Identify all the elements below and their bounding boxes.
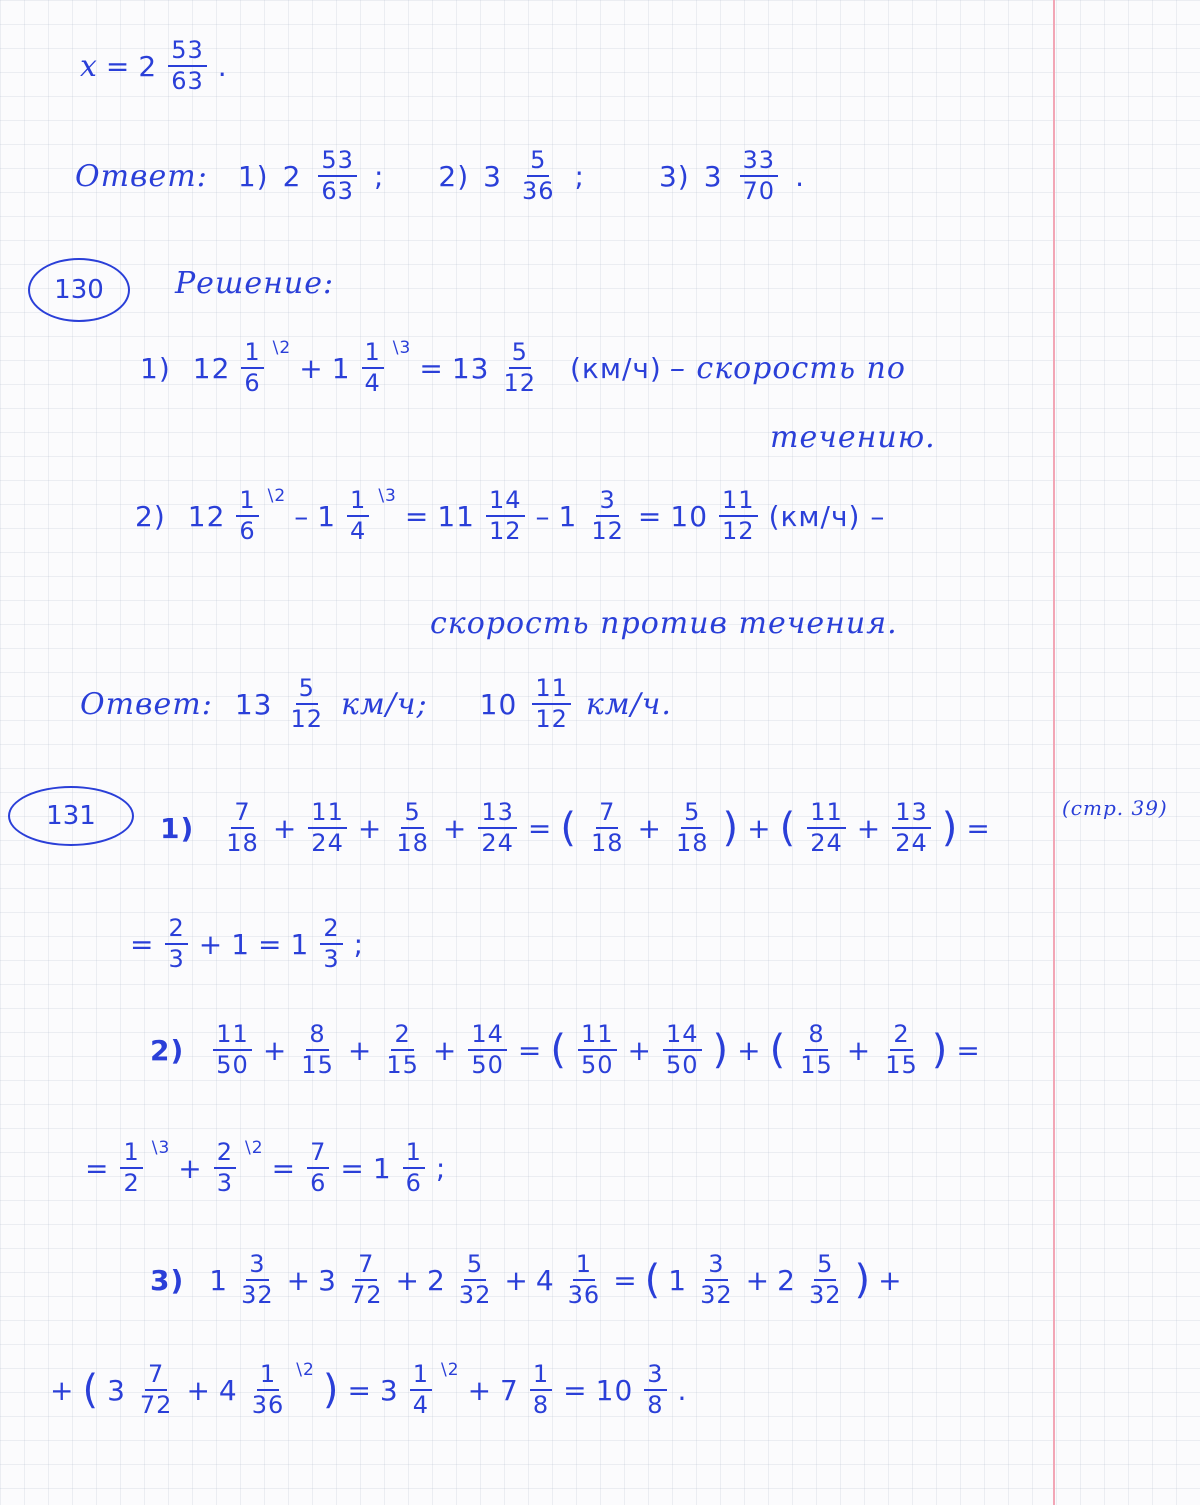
fraction xyxy=(165,916,187,972)
denominator: 8 xyxy=(647,1391,664,1420)
fraction xyxy=(719,488,758,544)
equals-sign: = xyxy=(563,1373,588,1407)
denominator: 6 xyxy=(239,517,256,546)
equals-sign: = xyxy=(613,1263,638,1297)
fraction xyxy=(673,800,712,856)
whole-part: 1 xyxy=(331,351,351,385)
denominator: 18 xyxy=(675,829,709,858)
step-label: 2) xyxy=(135,499,166,533)
whole-part: 3 xyxy=(379,1373,399,1407)
task131-part2 xyxy=(150,1022,981,1078)
separator: ; xyxy=(435,1151,447,1185)
fraction xyxy=(307,1140,329,1196)
fraction xyxy=(807,800,846,856)
fraction xyxy=(214,1140,236,1196)
fraction xyxy=(347,488,369,544)
fraction xyxy=(168,38,207,94)
whole-part: 12 xyxy=(192,351,231,385)
plus-sign: + xyxy=(299,351,324,385)
denominator: 8 xyxy=(532,1391,550,1420)
task131-part3-cont xyxy=(50,1362,687,1418)
margin-line xyxy=(1053,0,1055,1505)
fraction xyxy=(213,1022,252,1078)
period: . xyxy=(677,1373,688,1407)
whole-part: 2 xyxy=(282,159,302,193)
open-paren: ( xyxy=(550,1027,567,1074)
fraction xyxy=(120,1140,142,1196)
fraction xyxy=(892,800,931,856)
plus-sign: + xyxy=(856,811,882,845)
task131-part1-result xyxy=(130,916,364,972)
close-paren: ) xyxy=(941,805,959,852)
whole-part: 1 xyxy=(668,1263,688,1297)
numerator: 1 xyxy=(403,1140,425,1169)
extra-factor: \2 xyxy=(441,1360,460,1381)
plus-sign: + xyxy=(357,811,383,845)
close-paren: ) xyxy=(931,1027,949,1074)
equals-sign: = xyxy=(347,1373,372,1407)
answer-130-line xyxy=(80,676,672,732)
task-number-131 xyxy=(8,786,134,846)
fraction xyxy=(347,1252,386,1308)
period: . xyxy=(795,159,805,193)
part-label: 1) xyxy=(160,811,195,845)
fraction xyxy=(663,1022,702,1078)
numerator: 5 xyxy=(296,676,318,705)
whole-part: 13 xyxy=(451,351,490,385)
equals-sign: = xyxy=(340,1151,365,1185)
fraction xyxy=(565,1252,604,1308)
numerator: 2 xyxy=(214,1140,236,1169)
fraction xyxy=(298,1022,337,1078)
unit: км/ч. xyxy=(585,686,672,722)
numerator: 13 xyxy=(892,800,931,829)
part-label: 2) xyxy=(150,1033,185,1067)
task-number-text: 130 xyxy=(54,275,104,305)
whole-part: 2 xyxy=(138,49,158,83)
denominator: 18 xyxy=(396,829,429,858)
equals-sign: = xyxy=(956,1033,981,1067)
plus-sign: + xyxy=(178,1151,203,1185)
equals-sign: = xyxy=(517,1033,543,1067)
plus-sign: + xyxy=(878,1263,903,1297)
numerator: 2 xyxy=(320,916,342,945)
plus-sign: + xyxy=(747,811,772,845)
plus-sign: + xyxy=(637,811,662,845)
plus-sign: + xyxy=(745,1263,771,1297)
fraction xyxy=(644,1362,666,1418)
plus-sign: + xyxy=(198,927,224,961)
denominator: 15 xyxy=(301,1051,334,1080)
denominator: 12 xyxy=(290,705,323,734)
denominator: 12 xyxy=(503,369,536,398)
equals-sign: = xyxy=(105,49,131,83)
separator: ; xyxy=(353,927,365,961)
denominator: 72 xyxy=(139,1391,173,1420)
page-reference-text: (стр. 39) xyxy=(1062,796,1168,820)
whole-part: 10 xyxy=(670,499,709,533)
numerator: 5 xyxy=(401,800,423,829)
variable-x: x xyxy=(80,48,98,84)
numerator: 53 xyxy=(168,38,207,67)
separator: ; xyxy=(373,159,385,193)
equals-sign: = xyxy=(419,351,444,385)
numerator: 53 xyxy=(318,148,357,177)
fraction xyxy=(588,488,627,544)
whole-part: 12 xyxy=(187,499,226,533)
fraction xyxy=(500,340,539,396)
open-paren: ( xyxy=(82,1367,100,1414)
fraction xyxy=(486,488,525,544)
whole-part: 10 xyxy=(595,1373,634,1407)
task130-step2 xyxy=(135,488,885,544)
fraction xyxy=(882,1022,921,1078)
x-result-line xyxy=(80,38,228,94)
plus-sign: + xyxy=(262,1033,288,1067)
integer: 1 xyxy=(231,927,251,961)
numerator: 14 xyxy=(486,488,525,517)
open-paren: ( xyxy=(644,1257,662,1304)
whole-part: 2 xyxy=(777,1263,796,1297)
denominator: 50 xyxy=(580,1051,614,1080)
open-paren: ( xyxy=(779,805,797,852)
item-label: 1) xyxy=(237,159,269,193)
denominator: 18 xyxy=(226,829,259,858)
description: течению. xyxy=(770,420,936,455)
numerator: 1 xyxy=(120,1140,142,1169)
numerator: 11 xyxy=(719,488,758,517)
denominator: 3 xyxy=(323,945,340,974)
fraction xyxy=(740,148,779,204)
plus-sign: + xyxy=(50,1373,75,1407)
fraction xyxy=(249,1362,288,1418)
numerator: 7 xyxy=(355,1252,377,1281)
task131-part3 xyxy=(150,1252,903,1308)
fraction xyxy=(362,340,384,396)
numerator: 1 xyxy=(362,340,384,369)
whole-part: 3 xyxy=(318,1263,337,1297)
denominator: 50 xyxy=(665,1051,699,1080)
numerator: 13 xyxy=(478,800,517,829)
equals-sign: = xyxy=(85,1151,110,1185)
numerator: 1 xyxy=(236,488,258,517)
fraction xyxy=(578,1022,617,1078)
whole-part: 10 xyxy=(479,687,518,721)
equals-sign: = xyxy=(966,811,991,845)
numerator: 1 xyxy=(257,1362,279,1391)
whole-part: 13 xyxy=(234,687,273,721)
plus-sign: + xyxy=(395,1263,420,1297)
fraction xyxy=(318,148,357,204)
unit: (км/ч) – xyxy=(768,499,886,533)
numerator: 8 xyxy=(306,1022,328,1051)
equals-sign: = xyxy=(271,1151,297,1185)
whole-part: 4 xyxy=(535,1263,555,1297)
numerator: 2 xyxy=(165,916,187,945)
task130-step2-cont xyxy=(430,606,898,641)
item-label: 3) xyxy=(658,159,690,193)
extra-factor: \2 xyxy=(267,486,287,507)
task131-part1 xyxy=(160,800,991,856)
plus-sign: + xyxy=(627,1033,652,1067)
denominator: 6 xyxy=(310,1169,327,1198)
item-label: 2) xyxy=(438,159,470,193)
whole-part: 4 xyxy=(218,1373,238,1407)
plus-sign: + xyxy=(504,1263,529,1297)
equals-sign: = xyxy=(637,499,663,533)
close-paren: ) xyxy=(722,805,740,852)
extra-factor: \2 xyxy=(296,1360,315,1381)
plus-sign: + xyxy=(186,1373,211,1407)
fraction xyxy=(137,1362,176,1418)
whole-part: 1 xyxy=(317,499,337,533)
plus-sign: + xyxy=(467,1373,493,1407)
denominator: 36 xyxy=(567,1281,601,1310)
numerator: 1 xyxy=(530,1362,552,1391)
fraction xyxy=(588,800,627,856)
separator: ; xyxy=(574,159,585,193)
open-paren: ( xyxy=(560,805,577,852)
whole-part: 2 xyxy=(426,1263,446,1297)
fraction xyxy=(223,800,262,856)
task-number-130 xyxy=(28,258,130,322)
numerator: 5 xyxy=(814,1252,836,1281)
fraction xyxy=(287,676,326,732)
denominator: 4 xyxy=(350,517,367,546)
denominator: 4 xyxy=(412,1391,430,1420)
fraction xyxy=(403,1140,425,1196)
denominator: 18 xyxy=(590,829,624,858)
plus-sign: + xyxy=(737,1033,762,1067)
denominator: 12 xyxy=(722,517,755,546)
denominator: 50 xyxy=(471,1051,504,1080)
numerator: 11 xyxy=(578,1022,617,1051)
numerator: 2 xyxy=(890,1022,912,1051)
denominator: 36 xyxy=(521,177,555,206)
numerator: 33 xyxy=(740,148,779,177)
plus-sign: + xyxy=(442,811,468,845)
numerator: 3 xyxy=(246,1252,268,1281)
fraction xyxy=(308,800,347,856)
plus-sign: + xyxy=(286,1263,312,1297)
whole-part: 1 xyxy=(290,927,310,961)
denominator: 72 xyxy=(349,1281,383,1310)
whole-part: 1 xyxy=(209,1263,229,1297)
fraction xyxy=(797,1022,836,1078)
whole-part: 3 xyxy=(107,1373,126,1407)
fraction xyxy=(530,1362,552,1418)
solution-heading xyxy=(175,266,334,301)
extra-factor: \2 xyxy=(245,1138,264,1159)
denominator: 36 xyxy=(251,1391,285,1420)
whole-part: 1 xyxy=(558,499,578,533)
fraction xyxy=(320,916,342,972)
denominator: 63 xyxy=(321,177,354,206)
denominator: 32 xyxy=(458,1281,492,1310)
whole-part: 3 xyxy=(703,159,723,193)
period: . xyxy=(217,49,228,83)
denominator: 4 xyxy=(364,369,381,398)
numerator: 11 xyxy=(308,800,347,829)
numerator: 3 xyxy=(705,1252,727,1281)
numerator: 3 xyxy=(596,488,618,517)
denominator: 2 xyxy=(123,1169,140,1198)
extra-factor: \3 xyxy=(392,338,412,359)
denominator: 50 xyxy=(216,1051,249,1080)
answer-label: Ответ: xyxy=(80,686,213,722)
fraction xyxy=(519,148,558,204)
page-reference xyxy=(1062,796,1168,820)
numerator: 5 xyxy=(464,1252,486,1281)
fraction xyxy=(456,1252,495,1308)
fraction xyxy=(806,1252,845,1308)
numerator: 5 xyxy=(527,148,549,177)
numerator: 7 xyxy=(307,1140,329,1169)
denominator: 12 xyxy=(591,517,624,546)
equals-sign: = xyxy=(258,927,283,961)
fraction xyxy=(532,676,571,732)
description: – скорость по xyxy=(669,350,906,386)
heading-text: Решение: xyxy=(175,266,335,301)
plus-sign: + xyxy=(846,1033,872,1067)
description: скорость против течения. xyxy=(430,606,898,641)
fraction xyxy=(393,800,432,856)
denominator: 24 xyxy=(810,829,843,858)
denominator: 6 xyxy=(405,1169,422,1198)
whole-part: 11 xyxy=(437,499,475,533)
task130-step1 xyxy=(140,340,906,396)
fraction xyxy=(468,1022,507,1078)
extra-factor: \3 xyxy=(378,486,397,507)
numerator: 14 xyxy=(663,1022,702,1051)
minus-sign: – xyxy=(535,499,551,533)
numerator: 7 xyxy=(145,1362,167,1391)
plus-sign: + xyxy=(432,1033,458,1067)
denominator: 3 xyxy=(216,1169,234,1198)
fraction xyxy=(241,340,263,396)
denominator: 6 xyxy=(244,369,261,398)
fraction xyxy=(238,1252,277,1308)
denominator: 24 xyxy=(481,829,514,858)
numerator: 3 xyxy=(644,1362,666,1391)
plus-sign: + xyxy=(347,1033,373,1067)
numerator: 1 xyxy=(241,340,263,369)
numerator: 5 xyxy=(509,340,531,369)
denominator: 24 xyxy=(311,829,344,858)
part-label: 3) xyxy=(150,1263,185,1297)
denominator: 32 xyxy=(700,1281,733,1310)
denominator: 3 xyxy=(168,945,185,974)
fraction xyxy=(478,800,517,856)
fraction xyxy=(383,1022,422,1078)
numerator: 11 xyxy=(532,676,571,705)
answer-label: Ответ: xyxy=(75,158,208,194)
task130-step1-cont xyxy=(770,420,936,455)
whole-part: 7 xyxy=(500,1373,519,1407)
numerator: 7 xyxy=(596,800,618,829)
close-paren: ) xyxy=(854,1257,872,1304)
task-number-text: 131 xyxy=(46,801,96,831)
numerator: 14 xyxy=(468,1022,507,1051)
step-label: 1) xyxy=(140,351,171,385)
close-paren: ) xyxy=(712,1027,730,1074)
close-paren: ) xyxy=(322,1367,340,1414)
equals-sign: = xyxy=(404,499,430,533)
numerator: 8 xyxy=(805,1022,827,1051)
equals-sign: = xyxy=(527,811,553,845)
denominator: 32 xyxy=(241,1281,274,1310)
unit: (км/ч) xyxy=(570,351,662,385)
numerator: 5 xyxy=(681,800,703,829)
numerator: 11 xyxy=(213,1022,252,1051)
numerator: 1 xyxy=(410,1362,432,1391)
denominator: 70 xyxy=(742,177,776,206)
numerator: 1 xyxy=(347,488,369,517)
numerator: 7 xyxy=(231,800,253,829)
denominator: 32 xyxy=(808,1281,842,1310)
whole-part: 1 xyxy=(372,1151,392,1185)
fraction xyxy=(410,1362,432,1418)
extra-factor: \3 xyxy=(151,1138,171,1159)
open-paren: ( xyxy=(769,1027,787,1074)
fraction xyxy=(697,1252,736,1308)
task131-part2-result xyxy=(85,1140,446,1196)
denominator: 15 xyxy=(800,1051,833,1080)
equals-sign: = xyxy=(130,927,155,961)
denominator: 63 xyxy=(171,67,204,96)
denominator: 15 xyxy=(386,1051,419,1080)
denominator: 24 xyxy=(895,829,928,858)
fraction xyxy=(236,488,258,544)
extra-factor: \2 xyxy=(272,338,292,359)
unit: км/ч; xyxy=(341,686,428,722)
numerator: 11 xyxy=(807,800,846,829)
plus-sign: + xyxy=(272,811,298,845)
denominator: 15 xyxy=(885,1051,918,1080)
answer-129-line xyxy=(75,148,805,204)
minus-sign: – xyxy=(294,499,310,533)
denominator: 12 xyxy=(488,517,522,546)
numerator: 1 xyxy=(573,1252,595,1281)
numerator: 2 xyxy=(391,1022,413,1051)
whole-part: 3 xyxy=(483,159,502,193)
denominator: 12 xyxy=(535,705,568,734)
